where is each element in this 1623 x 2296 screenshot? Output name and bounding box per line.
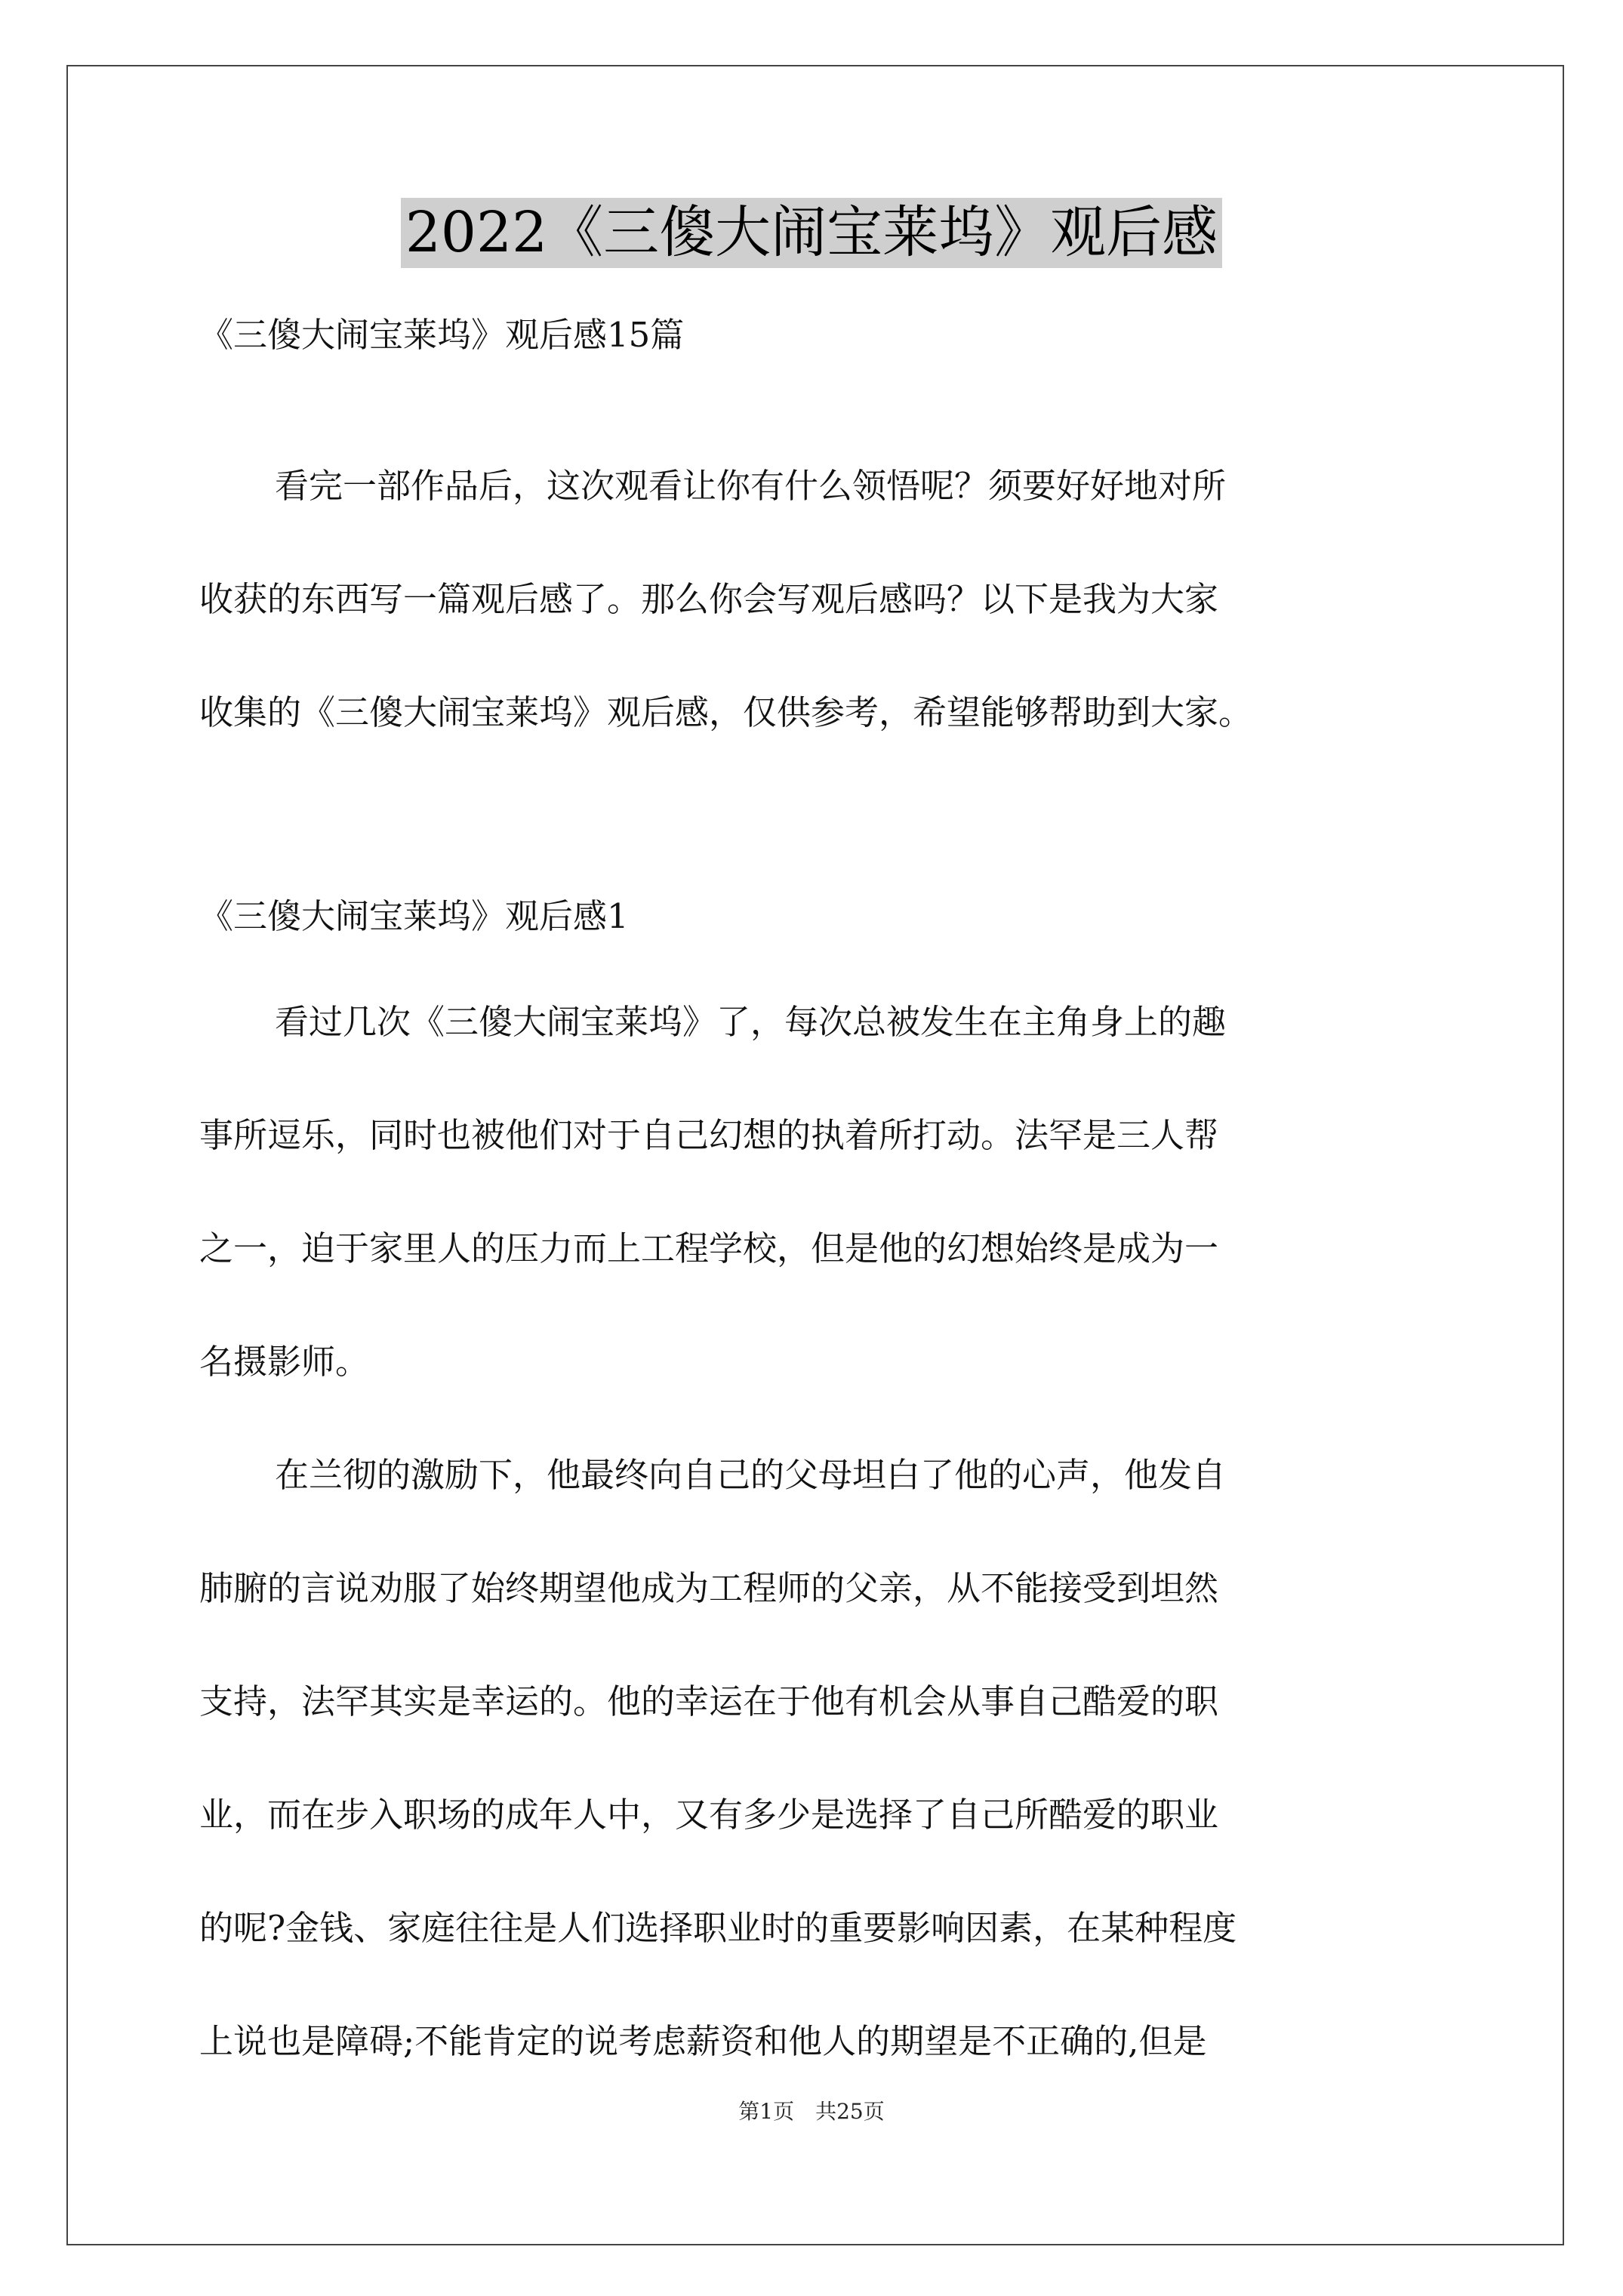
page-footer: 第1页 共25页 (738, 2099, 885, 2124)
paragraph-line: 收获的东西写一篇观后感了。那么你会写观后感吗？以下是我为大家 (199, 579, 1219, 619)
paragraph-line: 在兰彻的激励下，他最终向自己的父母坦白了他的心声，他发自 (275, 1455, 1227, 1495)
paragraph-line: 业，而在步入职场的成年人中，又有多少是选择了自己所酷爱的职业 (199, 1795, 1219, 1835)
paragraph-line: 之一，迫于家里人的压力而上工程学校，但是他的幻想始终是成为一 (199, 1228, 1219, 1268)
section-heading: 《三傻大闹宝莱坞》观后感1 (199, 896, 629, 936)
section-heading: 《三傻大闹宝莱坞》观后感15篇 (199, 315, 685, 355)
paragraph-line: 事所逗乐，同时也被他们对于自己幻想的执着所打动。法罕是三人帮 (199, 1115, 1219, 1155)
paragraph-line: 名摄影师。 (199, 1342, 370, 1382)
paragraph-line: 看完一部作品后，这次观看让你有什么领悟呢？须要好好地对所 (275, 466, 1227, 506)
paragraph-line: 的呢?金钱、家庭往往是人们选择职业时的重要影响因素，在某种程度 (199, 1908, 1237, 1948)
paragraph-line: 肺腑的言说劝服了始终期望他成为工程师的父亲，从不能接受到坦然 (199, 1568, 1219, 1608)
paragraph-line: 收集的《三傻大闹宝莱坞》观后感，仅供参考，希望能够帮助到大家。 (199, 692, 1253, 732)
paragraph-line: 上说也是障碍;不能肯定的说考虑薪资和他人的期望是不正确的,但是 (199, 2021, 1207, 2061)
document-title: 2022《三傻大闹宝莱坞》观后感 (401, 198, 1222, 268)
title-container (0, 198, 1623, 268)
paragraph-line: 支持，法罕其实是幸运的。他的幸运在于他有机会从事自己酷爱的职 (199, 1681, 1219, 1721)
paragraph-line: 看过几次《三傻大闹宝莱坞》了，每次总被发生在主角身上的趣 (275, 1002, 1227, 1042)
